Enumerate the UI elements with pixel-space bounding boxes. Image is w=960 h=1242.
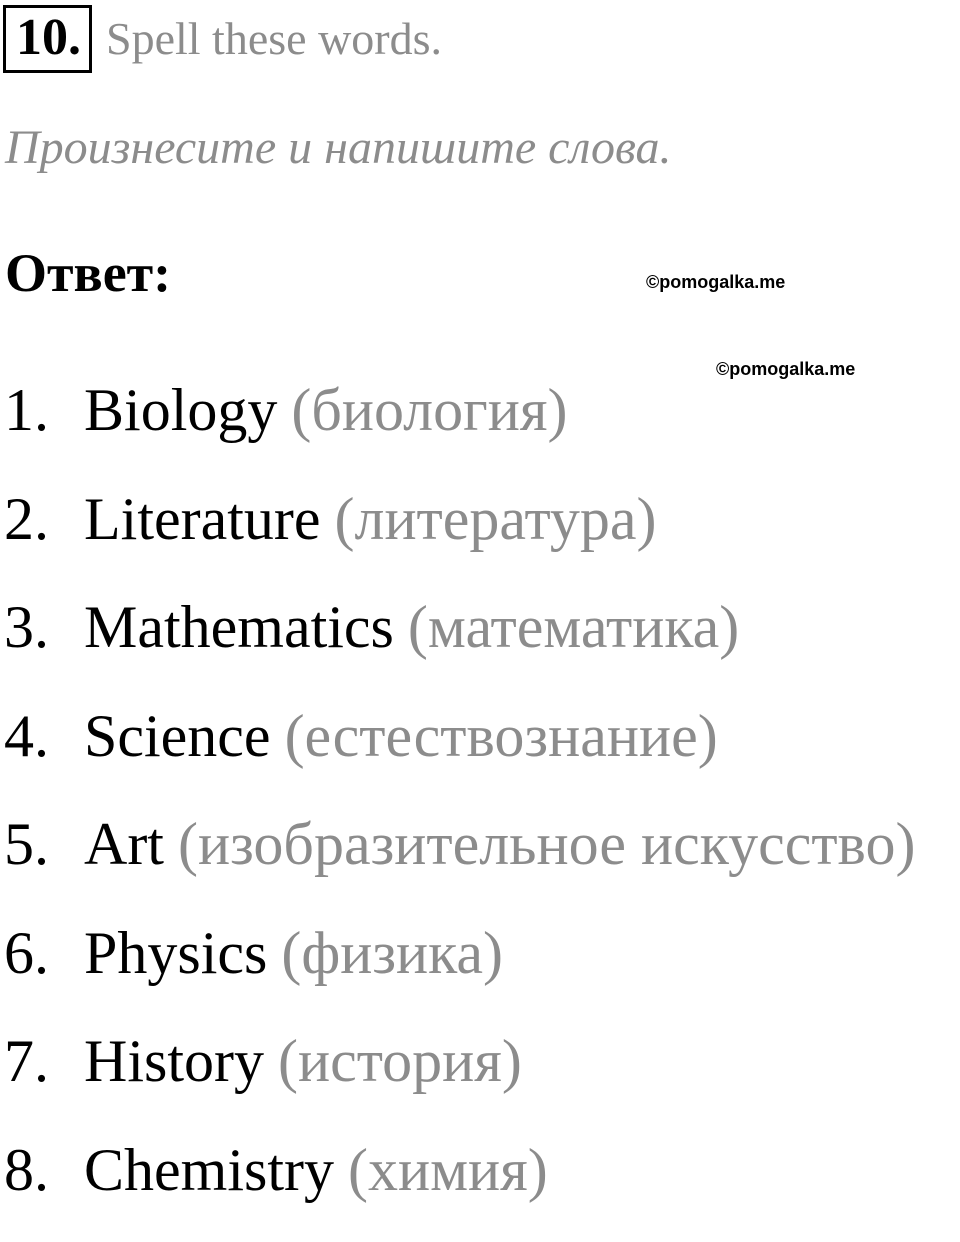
answer-item [0,591,915,700]
item-translation: (физика) [281,917,503,989]
item-translation: (математика) [408,591,739,663]
answer-list [0,374,915,1242]
answer-item [0,483,915,592]
item-number: 6. [0,917,84,989]
item-translation: (естествознание) [285,700,718,772]
item-translation: (изобразительное искусство) [178,808,915,880]
item-word: Physics [84,917,267,989]
item-number: 4. [0,700,84,772]
watermark: ©pomogalka.me [646,272,785,293]
item-word: Biology [84,374,277,446]
answer-item [0,374,915,483]
item-word: Chemistry [84,1134,334,1206]
item-word: Mathematics [84,591,394,663]
item-translation: (литература) [335,483,657,555]
item-number: 7. [0,1025,84,1097]
item-number: 3. [0,591,84,663]
task-instruction-en: Spell these words. [106,9,442,69]
answer-item [0,700,915,809]
item-translation: (химия) [348,1134,548,1206]
item-word: Science [84,700,271,772]
item-word: Art [84,808,164,880]
answer-item [0,1134,915,1242]
item-word: Literature [84,483,321,555]
task-instruction-ru: Произнесите и напишите слова. [5,120,672,175]
watermark: ©pomogalka.me [716,359,855,380]
item-translation: (биология) [291,374,567,446]
answer-item [0,1025,915,1134]
item-number: 2. [0,483,84,555]
item-number: 1. [0,374,84,446]
item-word: History [84,1025,264,1097]
item-translation: (история) [278,1025,522,1097]
answer-item [0,808,915,917]
task-header [3,5,442,73]
item-number: 8. [0,1134,84,1206]
answer-item [0,917,915,1026]
task-number-box: 10. [3,5,92,73]
answer-label: Ответ: [5,242,171,304]
item-number: 5. [0,808,84,880]
